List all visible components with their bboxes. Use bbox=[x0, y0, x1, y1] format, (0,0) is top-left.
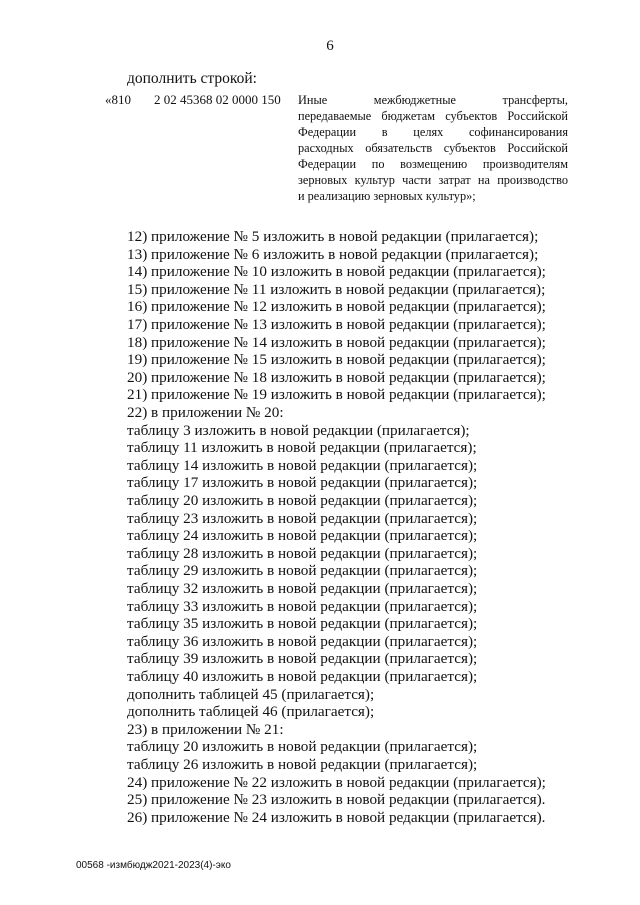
amendment-subitem: таблицу 26 изложить в новой редакции (прилагается); bbox=[127, 756, 478, 773]
amendment-item: 22) в приложении № 20: bbox=[127, 404, 284, 421]
amendment-item: 23) в приложении № 21: bbox=[127, 720, 284, 738]
description-line: Иные межбюджетные трансферты, bbox=[298, 93, 568, 107]
code-row-prefix: «810 bbox=[105, 92, 131, 107]
amendment-item: 19) приложение № 15 изложить в новой редакции (прилагается); bbox=[127, 351, 546, 369]
amendment-subitem: таблицу 14 изложить в новой редакции (прилагается); bbox=[127, 456, 478, 474]
amendment-subitem: таблицу 35 изложить в новой редакции (прилагается); bbox=[127, 615, 478, 633]
intro-text: дополнить строкой: bbox=[127, 70, 257, 87]
amendment-subitem: таблицу 29 изложить в новой редакции (прилагается); bbox=[127, 562, 478, 580]
amendment-subitem: таблицу 28 изложить в новой редакции (прилагается); bbox=[127, 544, 478, 562]
amendment-item: 25) приложение № 23 изложить в новой редакции (прилагается). bbox=[127, 791, 546, 809]
amendment-subitem: дополнить таблицей 46 (прилагается); bbox=[127, 703, 375, 721]
description-line: расходных обязательств субъектов Российской bbox=[298, 141, 568, 155]
description-line: Федерации по возмещению производителям bbox=[298, 157, 568, 171]
document-footer-code: 00568 -измбюдж2021-2023(4)-эко bbox=[76, 860, 231, 871]
amendment-item: 17) приложение № 13 изложить в новой редакции (прилагается); bbox=[127, 316, 546, 333]
amendment-subitem: таблицу 39 изложить в новой редакции (прилагается); bbox=[127, 650, 478, 668]
budget-classification-code: 2 02 45368 02 0000 150 bbox=[154, 92, 281, 107]
description-line: передаваемые бюджетам субъектов Российской bbox=[298, 109, 568, 123]
amendment-subitem: таблицу 20 изложить в новой редакции (прилагается); bbox=[127, 492, 478, 509]
description-line: зерновых культур части затрат на производство bbox=[298, 173, 568, 187]
amendment-item: 24) приложение № 22 изложить в новой редакции (прилагается); bbox=[127, 773, 546, 791]
amendment-subitem: таблицу 33 изложить в новой редакции (прилагается); bbox=[127, 597, 478, 615]
description-line: Федерации в целях софинансирования bbox=[298, 125, 568, 139]
amendment-subitem: таблицу 3 изложить в новой редакции (прилагается); bbox=[127, 421, 470, 439]
code-description bbox=[298, 92, 568, 204]
amendment-item: 12) приложение № 5 изложить в новой редакции (прилагается); bbox=[127, 228, 539, 245]
amendment-item: 21) приложение № 19 изложить в новой редакции (прилагается); bbox=[127, 386, 546, 404]
amendment-item: 14) приложение № 10 изложить в новой редакции (прилагается); bbox=[127, 263, 546, 281]
amendment-item: 18) приложение № 14 изложить в новой редакции (прилагается); bbox=[127, 333, 546, 351]
amendment-item: 20) приложение № 18 изложить в новой редакции (прилагается); bbox=[127, 368, 546, 386]
amendment-item: 15) приложение № 11 изложить в новой редакции (прилагается); bbox=[127, 280, 546, 298]
amendment-subitem: таблицу 24 изложить в новой редакции (прилагается); bbox=[127, 527, 478, 545]
amendment-subitem: таблицу 23 изложить в новой редакции (прилагается); bbox=[127, 509, 478, 527]
amendment-subitem: таблицу 11 изложить в новой редакции (прилагается); bbox=[127, 439, 477, 457]
amendment-item: 26) приложение № 24 изложить в новой редакции (прилагается). bbox=[127, 808, 546, 826]
amendment-item: 13) приложение № 6 изложить в новой редакции (прилагается); bbox=[127, 245, 539, 263]
description-line: и реализацию зерновых культур»; bbox=[298, 189, 476, 203]
amendment-subitem: таблицу 40 изложить в новой редакции (прилагается); bbox=[127, 668, 478, 685]
amendment-subitem: таблицу 20 изложить в новой редакции (прилагается); bbox=[127, 738, 478, 756]
amendment-subitem: таблицу 36 изложить в новой редакции (прилагается); bbox=[127, 632, 478, 650]
amendment-subitem: таблицу 32 изложить в новой редакции (прилагается); bbox=[127, 580, 478, 597]
amendment-subitem: таблицу 17 изложить в новой редакции (прилагается); bbox=[127, 474, 478, 492]
amendment-item: 16) приложение № 12 изложить в новой редакции (прилагается); bbox=[127, 298, 546, 316]
amendment-subitem: дополнить таблицей 45 (прилагается); bbox=[127, 685, 375, 703]
page-number: 6 bbox=[326, 38, 334, 54]
